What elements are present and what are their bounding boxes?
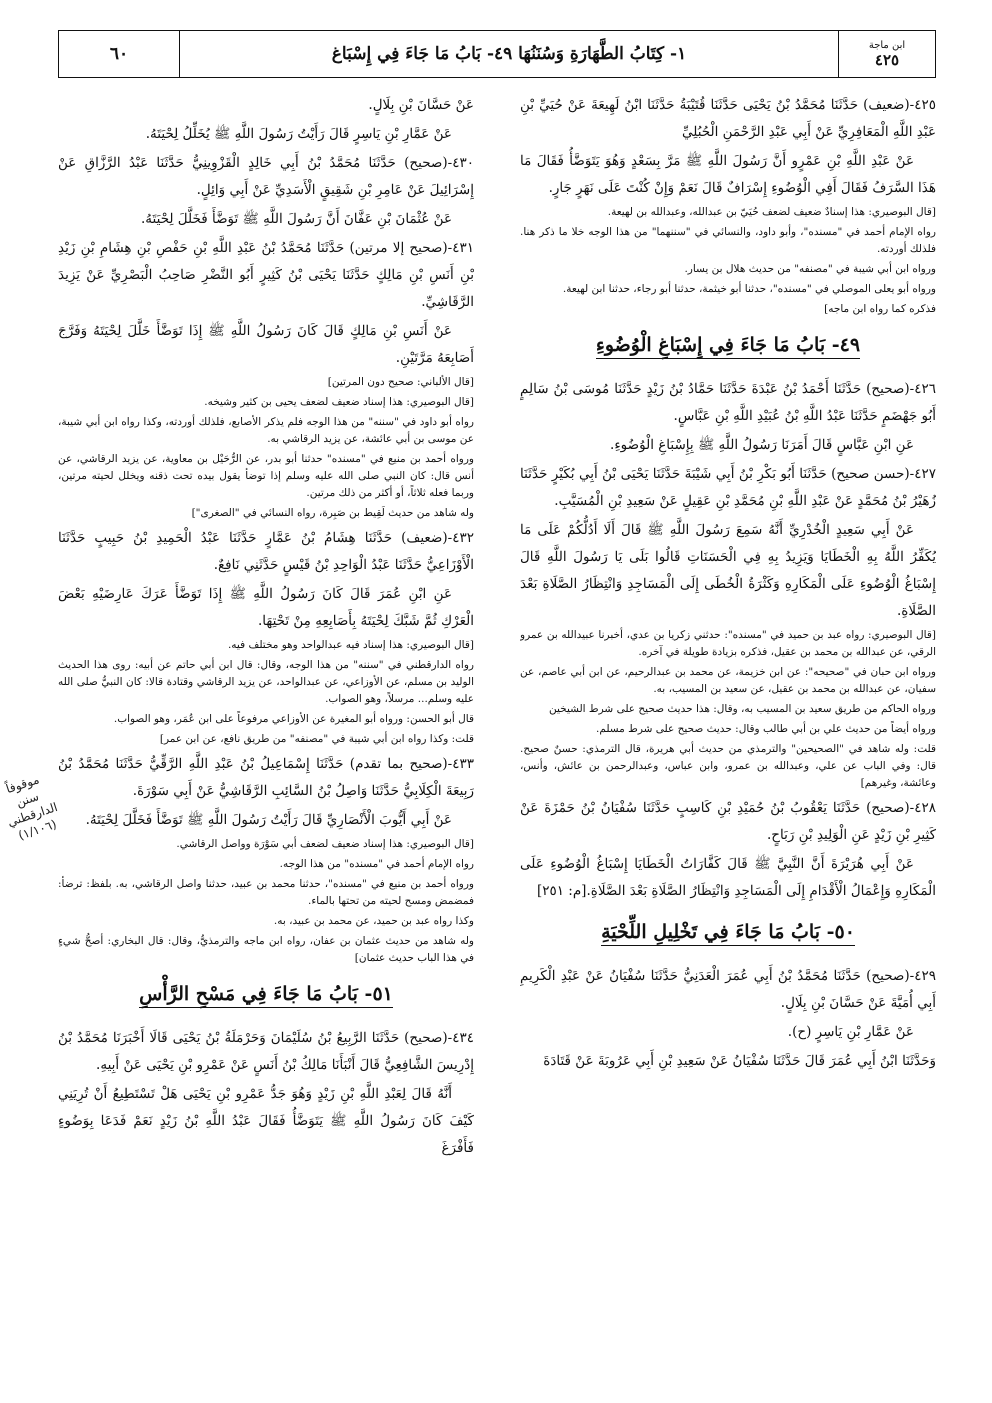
note-427-1: [قال البوصيري: رواه عبد بن حميد في "مسنده": حدثني زكريا بن عدي، أخبرنا عبيدالله بن عمرو الرقي، عن عبدالله بن محمد بن عقيل، فذكره بزيادة طويلة في آخره. — [520, 629, 936, 658]
hadith-431-isnad: ٤٣١-(صحيح إلا مرتين) حَدَّثَنَا مُحَمَّدُ بْنُ عَبْدِ اللَّهِ بْنِ حَفْصِ بْنِ هِشَامِ بْنِ زَيْدِ بْنِ أَنَسِ بْنِ مَالِكٍ حَدَّثَنَا يَحْيَى بْنُ كَثِيرٍ أَبُو النَّضْرِ صَاحِبُ الْبَصْرِيِّ عَنْ يَزِيدَ الرَّقَاشِيِّ. — [58, 240, 474, 310]
note-432-3: قال أبو الحسن: ورواه أبو المغيرة عن الأوزاعي مرفوعاً على ابن عُمَر، وهو الصواب. — [113, 713, 474, 725]
hadith-428-matn: عَنْ أَبِي هُرَيْرَةَ أَنَّ النَّبِيَّ ﷺ قَالَ كَفَّارَاتُ الْخَطَايَا إِسْبَاغُ الْوُضُوءِ عَلَى الْمَكَارِهِ وَإِعْمَالُ الْأَقْدَامِ إِلَى الْمَسَاجِدِ وَانْتِظَارُ الصَّلَاةِ بَعْدَ الصَّلَاةِ.[م: ٢٥١] — [520, 856, 936, 899]
hadith-434-matn: أَنَّهُ قَالَ لِعَبْدِ اللَّهِ بْنِ زَيْدٍ وَهُوَ جَدُّ عَمْرِو بْنِ يَحْيَى هَلْ تَسْتَطِيعُ أَنْ تُرِيَنِي كَيْفَ كَانَ رَسُولُ اللَّهِ ﷺ يَتَوَضَّأُ فَقَالَ عَبْدُ اللَّهِ بْنُ زَيْدٍ نَعَمْ فَدَعَا بِوَضُوءٍ فَأَفْرَغَ — [58, 1086, 474, 1156]
hadith-430-matn: عَنْ عُثْمَانَ بْنِ عَفَّانَ أَنَّ رَسُولَ اللَّهِ ﷺ تَوَضَّأَ فَخَلَّلَ لِحْيَتَهُ. — [141, 211, 452, 227]
hadith-431-matn: عَنْ أَنَسِ بْنِ مَالِكٍ قَالَ كَانَ رَسُولُ اللَّهِ ﷺ إِذَا تَوَضَّأَ خَلَّلَ لِحْيَتَهُ وَفَرَّجَ أَصَابِعَهُ مَرَّتَيْنِ. — [58, 323, 474, 366]
page-number: ٦٠ — [59, 31, 180, 77]
hadith-427-matn: عَنْ أَبِي سَعِيدٍ الْخُدْرِيِّ أَنَّهُ سَمِعَ رَسُولَ اللَّهِ ﷺ قَالَ أَلَا أَدُلُّكُمْ عَلَى مَا يُكَفِّرُ اللَّهُ بِهِ الْخَطَايَا وَيَزِيدُ بِهِ فِي الْحَسَنَاتِ قَالُوا بَلَى يَا رَسُولَ اللَّهِ قَالَ إِسْبَاغُ الْوُضُوءِ عَلَى الْمَكَارِهِ وَكَثْرَةُ الْخُطَى إِلَى الْمَسَاجِدِ وَانْتِظَارُ الصَّلَاةِ بَعْدَ الصَّلَاةِ. — [520, 522, 936, 619]
note-425-3: ورواه ابن أبي شيبة في "مصنفه" من حديث هلال بن يسار. — [684, 263, 936, 275]
note-425-1: [قال البوصيري: هذا إسنادٌ ضعيف لضعف حُيَيّ بن عبدالله، وعبدالله بن لهيعة. — [607, 206, 936, 218]
right-column — [520, 92, 936, 1360]
hadith-426-isnad: ٤٢٦-(صحيح) حَدَّثَنَا أَحْمَدُ بْنُ عَبْدَةَ حَدَّثَنَا حَمَّادُ بْنُ زَيْدٍ حَدَّثَنَا مُوسَى بْنُ سَالِمٍ أَبُو جَهْضَمٍ حَدَّثَنَا عَبْدُ اللَّهِ بْنُ عُبَيْدِ اللَّهِ بْنِ عَبَّاسٍ. — [520, 381, 936, 424]
note-425-5: فذكره كما رواه ابن ماجه] — [824, 303, 936, 315]
hadith-425-isnad: ٤٢٥-(ضعيف) حَدَّثَنَا مُحَمَّدُ بْنُ يَحْيَى حَدَّثَنَا قُتَيْبَةُ حَدَّثَنَا ابْنُ لَهِيعَةَ عَنْ حُيَيِّ بْنِ عَبْدِ اللَّهِ الْمَعَافِرِيِّ عَنْ أَبِي عَبْدِ الرَّحْمَنِ الْحُبُلِيِّ — [520, 97, 936, 140]
running-header — [58, 30, 936, 78]
chapter-49-heading — [520, 330, 936, 360]
note-432-4: قلت: وكذا رواه ابن أبي شيبة في "مصنفه" من طريق نافع، عن ابن عمر] — [159, 733, 474, 745]
chapter-51-heading — [58, 979, 474, 1009]
hadith-429-b: عَنْ عَمَّارِ بْنِ يَاسِرٍ (ح). — [787, 1024, 914, 1040]
note-433-3: ورواه أحمد بن منيع في "مسنده"، حدثنا محمد بن عبيد، حدثنا واصل الرقاشي، به. بلفظ: ترضأ: فمضمض ومسح لحيته من تحتها بالماء. — [58, 878, 474, 907]
note-431-3: رواه أبو داود في "سننه" من هذا الوجه فلم يذكر الأصابع، فلذلك أوردته، وكذا رواه ابن أبي شيبة، عن موسى بن أبي عائشة، عن يزيد الرقاشي به. — [58, 416, 474, 445]
note-433-4: وكذا رواه عبد بن حميد، عن محمد بن عبيد، به. — [273, 915, 474, 927]
hadith-429-c: وَحَدَّثَنَا ابْنُ أَبِي عُمَرَ قَالَ حَدَّثَنَا سُفْيَانُ عَنْ سَعِيدِ بْنِ أَبِي عَرُوبَةَ عَنْ قَتَادَةَ — [543, 1053, 936, 1069]
header-ref-number: ٤٢٥ — [874, 50, 900, 69]
note-433-2: رواه الإمام أحمد في "مسنده" من هذا الوجه. — [279, 858, 474, 870]
chapter-49-title: ٤٩- بَابُ مَا جَاءَ فِي إِسْبَاغِ الْوُضُوءِ — [596, 334, 860, 359]
hadith-434-isnad: ٤٣٤-(صحيح) حَدَّثَنَا الرَّبِيعُ بْنُ سُلَيْمَانَ وَحَرْمَلَةُ بْنُ يَحْيَى قَالَا أَخْبَرَنَا مُحَمَّدُ بْنُ إِدْرِيسَ الشَّافِعِيُّ قَالَ أَنْبَأَنَا مَالِكُ بْنُ أَنَسٍ عَنْ عَمْرِو بْنِ يَحْيَى عَنْ أَبِيهِ. — [58, 1030, 474, 1073]
note-425-2: رواه الإمام أحمد في "مسنده"، وأبو داود، والنسائي في "سننهما" من هذا الوجه خلا ما ذكر هنا. فلذلك أوردته. — [520, 226, 936, 255]
page — [58, 30, 936, 1360]
hadith-429-matn: عَنْ عَمَّارِ بْنِ يَاسِرٍ قَالَ رَأَيْتُ رَسُولَ اللَّهِ ﷺ يُخَلِّلُ لِحْيَتَهُ. — [145, 126, 452, 142]
hadith-432-isnad: ٤٣٢-(ضعيف) حَدَّثَنَا هِشَامُ بْنُ عَمَّارٍ حَدَّثَنَا عَبْدُ الْحَمِيدِ بْنُ حَبِيبٍ حَدَّثَنَا الْأَوْزَاعِيُّ حَدَّثَنَا عَبْدُ الْوَاحِدِ بْنُ قَيْسٍ حَدَّثَنِي نَافِعٌ. — [58, 530, 474, 573]
note-431-5: وله شاهد من حديث لَقِيط بن صَبِرة، رواه النسائي في "الصغرى"] — [191, 507, 474, 519]
note-433-1: [قال البوصيري: هذا إسناد ضعيف لضعف أبي سَوْرَة وواصل الرقاشي. — [176, 838, 474, 850]
hadith-428-isnad: ٤٢٨-(صحيح) حَدَّثَنَا يَعْقُوبُ بْنُ حُمَيْدِ بْنِ كَاسِبٍ حَدَّثَنَا سُفْيَانُ بْنُ حَمْزَةَ عَنْ كَثِيرِ بْنِ زَيْدٍ عَنِ الْوَلِيدِ بْنِ رَبَاحٍ. — [520, 800, 936, 843]
note-427-2: ورواه ابن حبان في "صحيحه": عن ابن خزيمة، عن محمد بن عبدالرحيم، عن ابن أبي عاصم، عن سفيان، عن عبدالله بن محمد بن عقيل، عن سعيد بن المسيب، به. — [520, 666, 936, 695]
hadith-427-isnad: ٤٢٧-(حسن صحيح) حَدَّثَنَا أَبُو بَكْرِ بْنُ أَبِي شَيْبَةَ حَدَّثَنَا يَحْيَى بْنُ أَبِي بُكَيْرٍ حَدَّثَنَا زُهَيْرُ بْنُ مُحَمَّدٍ عَنْ عَبْدِ اللَّهِ بْنِ مُحَمَّدِ بْنِ عَقِيلٍ عَنْ سَعِيدِ بْنِ الْمُسَيَّبِ. — [520, 466, 936, 509]
hadith-426-matn: عَنِ ابْنِ عَبَّاسٍ قَالَ أَمَرَنَا رَسُولُ اللَّهِ ﷺ بِإِسْبَاغِ الْوُضُوءِ. — [610, 437, 914, 453]
note-431-1: [قال الألباني: صحيح دون المرتين] — [327, 376, 474, 388]
header-title: ١- كِتَابُ الطَّهَارَةِ وَسُنَنُهَا ٤٩- بَابُ مَا جَاءَ فِي إِسْبَاغ — [331, 44, 687, 64]
note-432-2: رواه الدارقطني في "سننه" من هذا الوجه، وقال: قال ابن أبي حاتم عن أبيه: روى هذا الحديث الوليد بن مسلم، عن الأوزاعي، عن عبدالواحد، عن يزيد الرقاشي وقتادة قالا: كان النبيُّ صلى الله عليه وسلم... مرسلاً، وهو الصواب. — [58, 659, 474, 705]
note-427-5: قلت: وله شاهد في "الصحيحين" والترمذي من حديث أبي هريرة، قال الترمذي: حسنٌ صحيح. قال: وفي الباب عن علي، وعبدالله بن عمرو، وابن عباس، وعبدالرحمن بن عائش، وأنس، وعائشة، وغيرهم] — [520, 743, 936, 789]
note-425-4: ورواه أبو يعلى الموصلي في "مسنده"، حدثنا أبو خيثمة، حدثنا أبو رجاء، حدثنا ابن لهيعة. — [562, 283, 936, 295]
note-433-5: وله شاهد من حديث عثمان بن عفان، رواه ابن ماجه والترمذيُّ، وقال: قال البخاري: أصحُّ شيءٍ في هذا الباب حديث عثمان] — [58, 935, 474, 964]
header-ref-label: ابن ماجة — [868, 39, 906, 51]
note-431-4: ورواه أحمد بن منيع في "مسنده" حدثنا أبو بدر، عن الرُّحَيْل بن معاوية، عن يزيد الرقاشي، عن أنس قال: كان النبي صلى الله عليه وسلم إذا توضأ يقول بيده تحت ذقنه ويخلل لحيته مرتين، وربما فعله ثلاثاً، أو أكثر من ذلك مرتين. — [58, 453, 474, 499]
hadith-433-matn: عَنْ أَبِي أَيُّوبَ الْأَنْصَارِيِّ قَالَ رَأَيْتُ رَسُولَ اللَّهِ ﷺ تَوَضَّأَ فَخَلَّلَ لِحْيَتَهُ. — [85, 812, 452, 828]
note-432-1: [قال البوصيري: هذا إسناد فيه عبدالواحد وهو مختلف فيه. — [227, 639, 474, 651]
hadith-430-isnad: ٤٣٠-(صحيح) حَدَّثَنَا مُحَمَّدُ بْنُ أَبِي خَالِدٍ الْقَزْوِينِيُّ حَدَّثَنَا عَبْدُ الرَّزَّاقِ عَنْ إِسْرَائِيلَ عَنْ عَامِرِ بْنِ شَقِيقٍ الْأَسَدِيِّ عَنْ أَبِي وَائِلٍ. — [58, 155, 474, 198]
header-reference — [838, 31, 935, 77]
hadith-429-continued: عَنْ حَسَّانَ بْنِ بِلَالٍ. — [368, 97, 474, 113]
note-427-4: ورواه أيضاً من حديث علي بن أبي طالب وقال: حديث صحيح على شرط مسلم. — [596, 723, 936, 735]
note-427-3: ورواه الحاكم من طريق سعيد بن المسيب به، وقال: هذا حديث صحيح على شرط الشيخين — [549, 703, 936, 715]
chapter-50-title: ٥٠- بَابُ مَا جَاءَ فِي تَخْلِيلِ اللِّحْيَةِ — [601, 921, 855, 946]
note-431-2: [قال البوصيري: هذا إسناد ضعيف لضعف يحيى بن كثير وشيخه. — [204, 396, 474, 408]
left-column — [58, 92, 474, 1360]
chapter-51-title: ٥١- بَابُ مَا جَاءَ فِي مَسْحِ الرَّأْسِ — [139, 983, 393, 1008]
hadith-429-isnad: ٤٢٩-(صحيح) حَدَّثَنَا مُحَمَّدُ بْنُ أَبِي عُمَرَ الْعَدَنِيُّ حَدَّثَنَا سُفْيَانُ عَنْ عَبْدِ الْكَرِيمِ أَبِي أُمَيَّةَ عَنْ حَسَّانَ بْنِ بِلَالٍ. — [520, 968, 936, 1011]
hadith-432-matn: عَنِ ابْنِ عُمَرَ قَالَ كَانَ رَسُولُ اللَّهِ ﷺ إِذَا تَوَضَّأَ عَرَكَ عَارِضَيْهِ بَعْضَ الْعَرْكِ ثُمَّ شَبَّكَ لِحْيَتَهُ بِأَصَابِعِهِ مِنْ تَحْتِهَا. — [58, 586, 474, 629]
hadith-433-isnad: ٤٣٣-(صحيح بما تقدم) حَدَّثَنَا إِسْمَاعِيلُ بْنُ عَبْدِ اللَّهِ الرَّقِّيُّ حَدَّثَنَا مُحَمَّدُ بْنُ رَبِيعَةَ الْكِلَابِيُّ حَدَّثَنَا وَاصِلُ بْنُ السَّائِبِ الرَّقَاشِيُّ عَنْ أَبِي سَوْرَةَ. — [58, 756, 474, 799]
hadith-425-matn: عَنْ عَبْدِ اللَّهِ بْنِ عَمْرٍو أَنَّ رَسُولَ اللَّهِ ﷺ مَرَّ بِسَعْدٍ وَهُوَ يَتَوَضَّأُ فَقَالَ مَا هَذَا السَّرَفُ فَقَالَ أَفِي الْوُضُوءِ إِسْرَافٌ قَالَ نَعَمْ وَإِنْ كُنْتَ عَلَى نَهَرٍ جَارٍ. — [520, 153, 936, 196]
chapter-50-heading — [520, 917, 936, 947]
handwritten-margin-note: موقوفاً سنن الدارقطني (١/١٠٦) — [4, 772, 60, 843]
